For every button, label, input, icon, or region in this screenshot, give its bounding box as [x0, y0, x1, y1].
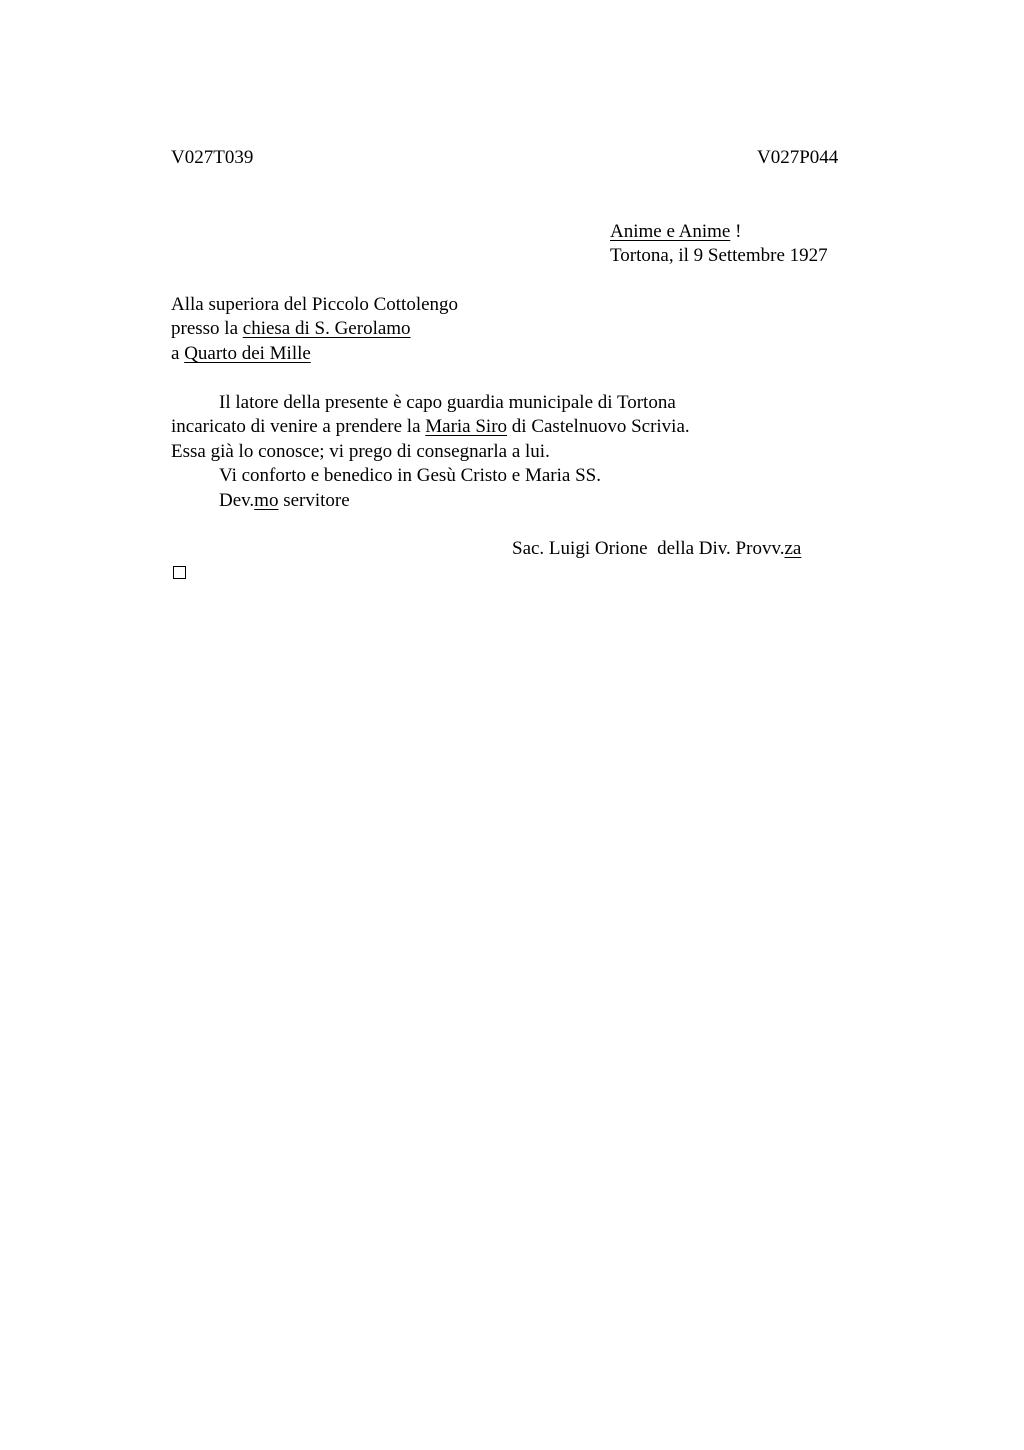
body-line-1: Il latore della presente è capo guardia municipale di Tortona — [219, 392, 676, 413]
addressee-church: chiesa di S. Gerolamo — [242, 318, 411, 339]
addressee-line-2 — [171, 317, 411, 341]
empty-square-icon — [173, 566, 186, 579]
addressee-line-3-prefix: a — [171, 343, 185, 364]
archive-code-right: V027P044 — [757, 147, 839, 168]
signature-abbrev: za — [784, 538, 802, 559]
addressee-line-1: Alla superiora del Piccolo Cottolengo — [171, 294, 459, 315]
addressee-locality: Quarto dei Mille — [184, 343, 311, 364]
archive-code-left: V027T039 — [171, 147, 254, 168]
closing-suffix: servitore — [278, 490, 350, 511]
motto-text: Anime e Anime — [610, 221, 731, 242]
signature-text: Sac. Luigi Orione della Div. Provv. — [512, 538, 785, 559]
body-line-2 — [171, 415, 690, 439]
closing-prefix: Dev. — [219, 490, 255, 511]
addressee-line-3 — [171, 342, 311, 366]
body-line-4: Vi conforto e benedico in Gesù Cristo e Maria SS. — [219, 465, 601, 486]
body-line-2-suffix: di Castelnuovo Scrivia. — [507, 416, 690, 437]
body-line-3: Essa già lo conosce; vi prego di consegnarla a lui. — [171, 441, 550, 462]
closing-superscript: mo — [254, 490, 279, 511]
closing-line — [219, 489, 350, 513]
addressee-line-2-prefix: presso la — [171, 318, 243, 339]
place-date: Tortona, il 9 Settembre 1927 — [610, 245, 828, 266]
body-person-name: Maria Siro — [425, 416, 508, 437]
motto-suffix: ! — [730, 221, 742, 242]
signature-line — [512, 537, 801, 561]
body-line-2-prefix: incaricato di venire a prendere la — [171, 416, 426, 437]
motto-line — [610, 220, 741, 244]
